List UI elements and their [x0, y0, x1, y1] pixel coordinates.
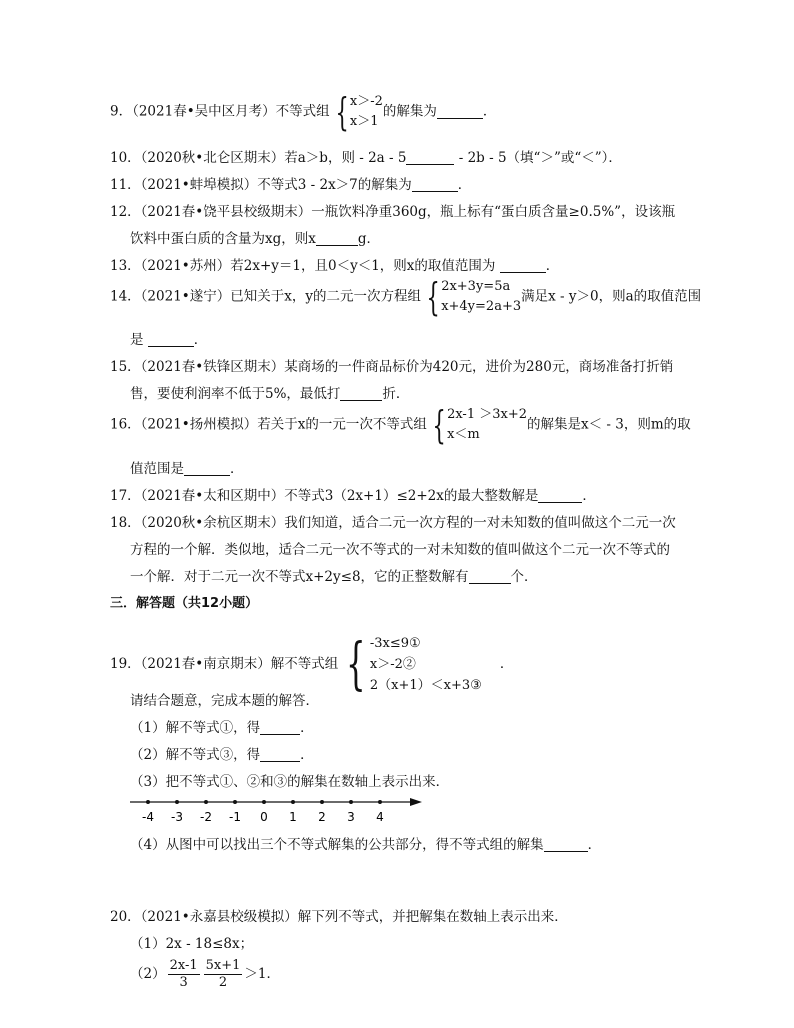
answer-blank[interactable]: [500, 259, 546, 274]
system-line: 2（x+1）＜x+3③: [369, 678, 482, 693]
number-line-label: -3: [171, 810, 183, 824]
answer-blank[interactable]: [437, 104, 483, 119]
number-line-label: 4: [376, 810, 384, 824]
number-line-tick: [378, 800, 382, 804]
system-line: x＞1: [349, 114, 379, 129]
number-line-label: -1: [229, 810, 241, 824]
question-text: 饮料中蛋白质的含量为xg，则x: [130, 231, 316, 247]
system-line: x＞-2: [349, 94, 383, 109]
question-13: [110, 254, 559, 274]
left-brace-icon: {: [335, 90, 349, 134]
number-line-tick: [146, 800, 150, 804]
question-text: g．: [357, 231, 381, 247]
question-16-line-2: [130, 457, 244, 477]
number-line-label: -4: [142, 810, 154, 824]
question-text: （4）从图中可以找出三个不等式解集的公共部分，得不等式组的解集: [130, 837, 544, 853]
question-19-step-4: [130, 833, 601, 853]
question-text: ．: [587, 837, 602, 853]
question-text: （2）: [130, 966, 166, 982]
fraction-numerator: 5x+1: [205, 958, 241, 973]
number-line-tick: [175, 800, 179, 804]
question-text: 是: [130, 332, 148, 348]
answer-blank[interactable]: [412, 178, 458, 193]
question-text: 的解集为: [382, 103, 437, 120]
question-19-step-3: （3）把不等式①、②和③的解集在数轴上表示出来．: [130, 774, 450, 790]
question-text: 满足x - y＞0，则a的取值范围: [521, 288, 702, 305]
answer-blank[interactable]: [469, 570, 511, 585]
question-text: 13．（2021•苏州）若2x+y＝1，且0＜y＜1，则x的取值范围为: [110, 258, 500, 274]
question-text: 个．: [510, 569, 538, 585]
inequality-system: [338, 633, 482, 696]
number-line-label: 0: [260, 810, 268, 824]
question-19-intro: 请结合题意，完成本题的解答．: [130, 693, 319, 709]
question-11: [110, 173, 471, 193]
question-text: 值范围是: [130, 461, 184, 477]
question-text: （1）解不等式①，得: [130, 720, 261, 736]
answer-blank[interactable]: [260, 748, 300, 763]
answer-blank[interactable]: [184, 462, 230, 477]
number-line-tick: [233, 800, 237, 804]
number-line-label: 3: [347, 810, 355, 824]
equation-system: [421, 277, 521, 317]
question-text: ．: [499, 656, 514, 672]
question-19-step-1: [130, 716, 314, 736]
question-text: 19．（2021春•南京期末）解不等式组: [110, 656, 339, 672]
question-text: ．: [545, 258, 560, 274]
question-number: 9．: [110, 103, 133, 120]
question-20-part-2: [130, 958, 280, 991]
system-line: x＜m: [447, 427, 480, 442]
inequality-system: [427, 405, 527, 445]
system-line: -3x≤9①: [369, 636, 421, 651]
question-18-line-1: [110, 511, 676, 531]
section-heading: 三．解答题（共12小题）: [110, 596, 259, 611]
left-brace-icon: {: [432, 403, 446, 447]
question-9: [110, 92, 496, 132]
question-14: [110, 277, 701, 317]
fraction: [204, 958, 243, 991]
question-text: 一个解．对于二元一次不等式x+2y≤8，它的正整数解有: [130, 569, 469, 585]
left-brace-icon: {: [346, 631, 366, 697]
fraction-denominator: 2: [218, 975, 228, 990]
number-line-label: 2: [318, 810, 326, 824]
number-line-label: 1: [289, 810, 297, 824]
system-line: 2x+3y=5a: [441, 279, 511, 294]
question-text: 12．（2021春•饶平县校级期末）一瓶饮料净重360g，瓶上标有“蛋白质含量≥0.5%”，设该瓶: [110, 204, 676, 220]
question-text: 14．（2021•遂宁）已知关于x，y的二元一次方程组: [110, 288, 421, 305]
question-text: - 2b - 5（填“＞”或“＜”）．: [454, 150, 622, 166]
answer-blank[interactable]: [148, 333, 194, 348]
question-15-line-2: [130, 382, 409, 402]
question-12-line-2: [130, 227, 380, 247]
system-line: x+4y=2a+3: [441, 299, 522, 314]
number-line-label: -2: [200, 810, 212, 824]
question-18-line-2: [130, 538, 670, 558]
number-line-tick: [291, 800, 295, 804]
answer-blank[interactable]: [406, 151, 454, 166]
fraction: [168, 958, 200, 991]
left-brace-icon: {: [426, 275, 440, 319]
question-20: 20．（2021•永嘉县校级模拟）解下列不等式，并把解集在数轴上表示出来．: [110, 909, 568, 925]
question-16: [110, 405, 691, 445]
question-text: 17．（2021春•太和区期中）不等式3（2x+1）≤2+2x的最大整数解是: [110, 488, 539, 504]
question-text: 11．（2021•蚌埠模拟）不等式3 - 2x＞7的解集为: [110, 177, 412, 193]
system-line: 2x-1 ＞3x+2: [447, 407, 527, 422]
answer-blank[interactable]: [260, 721, 300, 736]
question-18-line-3: [130, 565, 538, 585]
number-line-tick: [262, 800, 266, 804]
question-17: [110, 484, 596, 504]
question-text: ．: [457, 177, 472, 193]
question-14-line-2: [130, 328, 207, 348]
question-text: ＞1．: [244, 966, 281, 982]
question-text: ．: [193, 332, 208, 348]
question-20-part-1: （1）2x - 18≤8x；: [130, 936, 254, 952]
fraction-denominator: 3: [179, 975, 188, 990]
question-10: [110, 146, 622, 166]
system-line: x＞-2②: [369, 657, 416, 672]
question-text: ．: [300, 720, 314, 736]
question-text: 18．（2020秋•余杭区期末）我们知道，适合二元一次方程的一对未知数的值叫做这个二元一次: [110, 515, 676, 531]
question-text: ．: [582, 488, 596, 504]
question-12-line-1: [110, 200, 675, 220]
number-line-tick: [320, 800, 324, 804]
question-text: ．: [482, 103, 497, 120]
number-line-tick: [204, 800, 208, 804]
question-text: 10．（2020秋•北仑区期末）若a＞b，则 - 2a - 5: [110, 150, 407, 166]
answer-blank[interactable]: [538, 489, 582, 504]
question-text: 16．（2021•扬州模拟）若关于x的一元一次不等式组: [110, 416, 427, 433]
question-text: ．: [300, 747, 314, 763]
question-19: [110, 633, 513, 696]
question-source: （2021春•吴中区月考）: [132, 103, 276, 120]
number-line-tick: [349, 800, 353, 804]
arrow-right-icon: [410, 798, 422, 806]
question-text: 15．（2021春•铁锋区期末）某商场的一件商品标价为420元，进价为280元，商场准备打折销: [110, 359, 674, 375]
answer-blank[interactable]: [544, 838, 588, 853]
question-text: ．: [230, 461, 244, 477]
question-text: （2）解不等式③，得: [130, 747, 261, 763]
question-text: 售，要使利润率不低于5%，最低打: [130, 386, 341, 402]
question-text: 折．: [382, 386, 410, 402]
inequality-system: [330, 92, 383, 132]
question-text: 方程的一个解．类似地，适合二元一次不等式的一对未知数的值叫做这个二元一次不等式的: [130, 542, 670, 558]
question-text: 的解集是x＜ - 3，则m的取: [527, 416, 691, 433]
question-text: 不等式组: [275, 103, 330, 120]
fraction-numerator: 2x-1: [169, 958, 198, 973]
question-19-step-2: [130, 743, 314, 763]
question-15-line-1: [110, 355, 673, 375]
answer-blank[interactable]: [340, 387, 382, 402]
answer-blank[interactable]: [316, 232, 358, 247]
number-line: [130, 792, 430, 828]
